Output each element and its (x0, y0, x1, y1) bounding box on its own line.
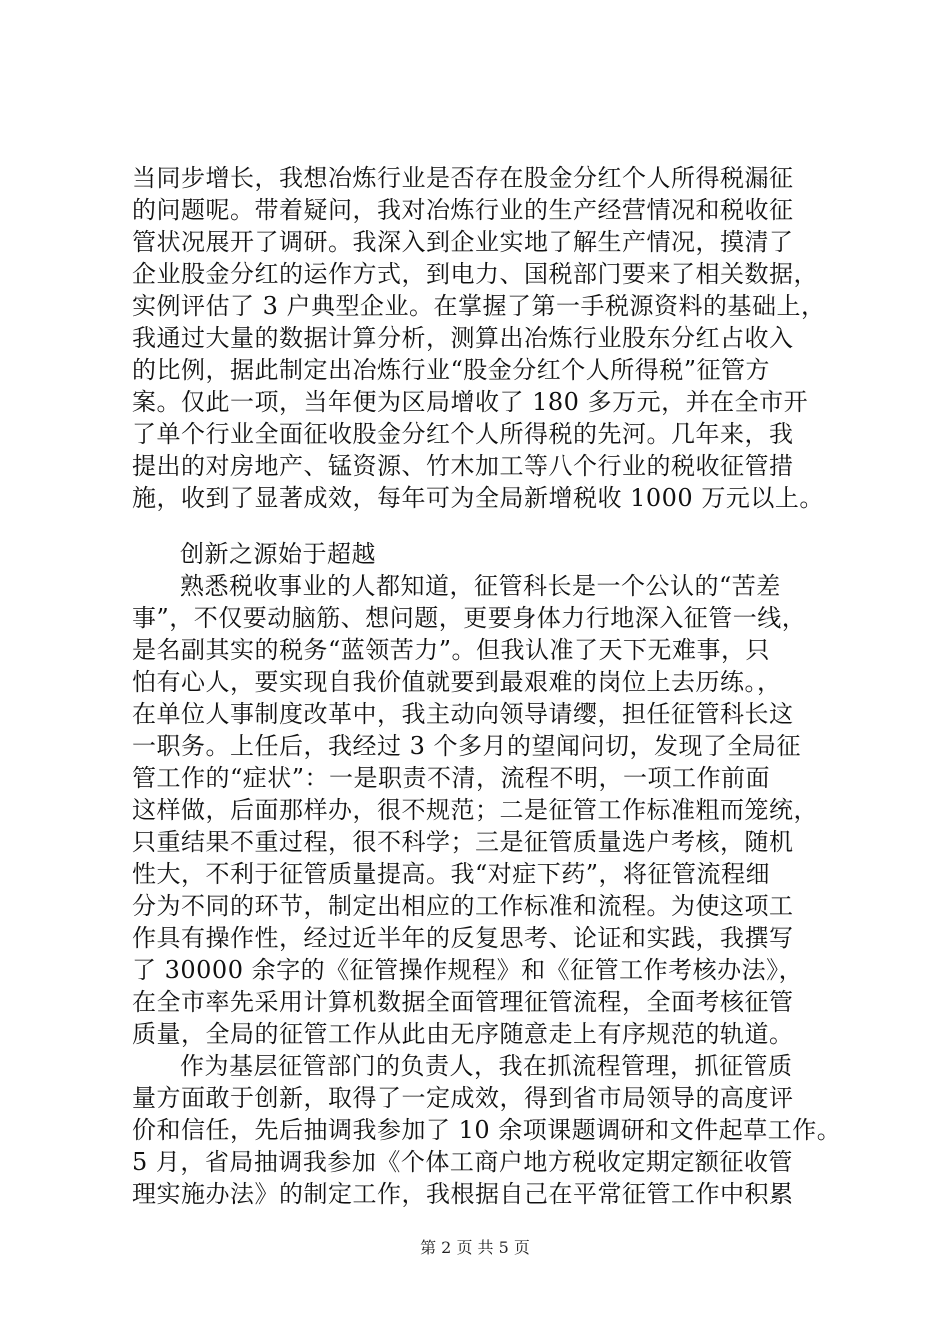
paragraph-line: 5 月，省局抽调我参加《个体工商户地方税收定期定额征收管 (132, 1148, 793, 1176)
paragraph-line: 管状况展开了调研。我深入到企业实地了解生产情况，摸清了 (132, 228, 794, 256)
paragraph-line: 一职务。上任后，我经过 3 个多月的望闻问切，发现了全局征 (132, 732, 802, 760)
paragraph-line: 作为基层征管部门的负责人，我在抓流程管理，抓征管质 (180, 1052, 793, 1080)
paragraph-line: 了单个行业全面征收股金分红个人所得税的先河。几年来，我 (132, 420, 794, 448)
paragraph-line: 量方面敢于创新，取得了一定成效，得到省市局领导的高度评 (132, 1084, 794, 1112)
paragraph-line: 只重结果不重过程，很不科学；三是征管质量选户考核，随机 (132, 828, 794, 856)
paragraph-line: 我通过大量的数据计算分析，测算出冶炼行业股东分红占收入 (132, 324, 794, 352)
paragraph-line: 事”，不仅要动脑筋、想问题，更要身体力行地深入征管一线， (132, 604, 807, 632)
paragraph-line: 价和信任，先后抽调我参加了 10 余项课题调研和文件起草工作。 (132, 1116, 842, 1144)
paragraph-line: 作具有操作性，经过近半年的反复思考、论证和实践，我撰写 (132, 924, 794, 952)
paragraph-line: 质量，全局的征管工作从此由无序随意走上有序规范的轨道。 (132, 1020, 794, 1048)
paragraph-line: 施，收到了显著成效，每年可为全局新增税收 1000 万元以上。 (132, 484, 824, 512)
paragraph-line: 案。仅此一项，当年便为区局增收了 180 多万元，并在全市开 (132, 388, 809, 416)
paragraph-line: 企业股金分红的运作方式，到电力、国税部门要来了相关数据， (132, 260, 818, 288)
paragraph-line: 在全市率先采用计算机数据全面管理征管流程，全面考核征管 (132, 988, 794, 1016)
paragraph-line: 管工作的“症状”：一是职责不清，流程不明，一项工作前面 (132, 764, 771, 792)
paragraph-line: 了 30000 余字的《征管操作规程》和《征管工作考核办法》， (132, 956, 804, 984)
paragraph-line: 怕有心人，要实现自我价值就要到最艰难的岗位上去历练。， (132, 668, 782, 696)
paragraph-line: 性大，不利于征管质量提高。我“对症下药”，将征管流程细 (132, 860, 771, 888)
paragraph-line: 熟悉税收事业的人都知道，征管科长是一个公认的“苦差 (180, 572, 781, 600)
paragraph-line: 这样做，后面那样办，很不规范；二是征管工作标准粗而笼统， (132, 796, 818, 824)
paragraph-line: 的问题呢。带着疑问，我对冶炼行业的生产经营情况和税收征 (132, 196, 794, 224)
paragraph-line: 在单位人事制度改革中，我主动向领导请缨，担任征管科长这 (132, 700, 794, 728)
paragraph-line: 是名副其实的税务“蓝领苦力”。但我认准了天下无难事，只 (132, 636, 771, 664)
paragraph-line: 理实施办法》的制定工作，我根据自己在平常征管工作中积累 (132, 1180, 794, 1208)
paragraph-line: 提出的对房地产、锰资源、竹木加工等八个行业的税收征管措 (132, 452, 794, 480)
page-number-footer: 第 2 页 共 5 页 (420, 1238, 530, 1257)
paragraph-line: 的比例，据此制定出冶炼行业“股金分红个人所得税”征管方 (132, 356, 771, 384)
paragraph-line: 分为不同的环节，制定出相应的工作标准和流程。为使这项工 (132, 892, 794, 920)
paragraph-line: 实例评估了 3 户典型企业。在掌握了第一手税源资料的基础上， (132, 292, 826, 320)
paragraph-line: 当同步增长，我想冶炼行业是否存在股金分红个人所得税漏征 (132, 164, 794, 192)
section-heading: 创新之源始于超越 (180, 540, 376, 568)
